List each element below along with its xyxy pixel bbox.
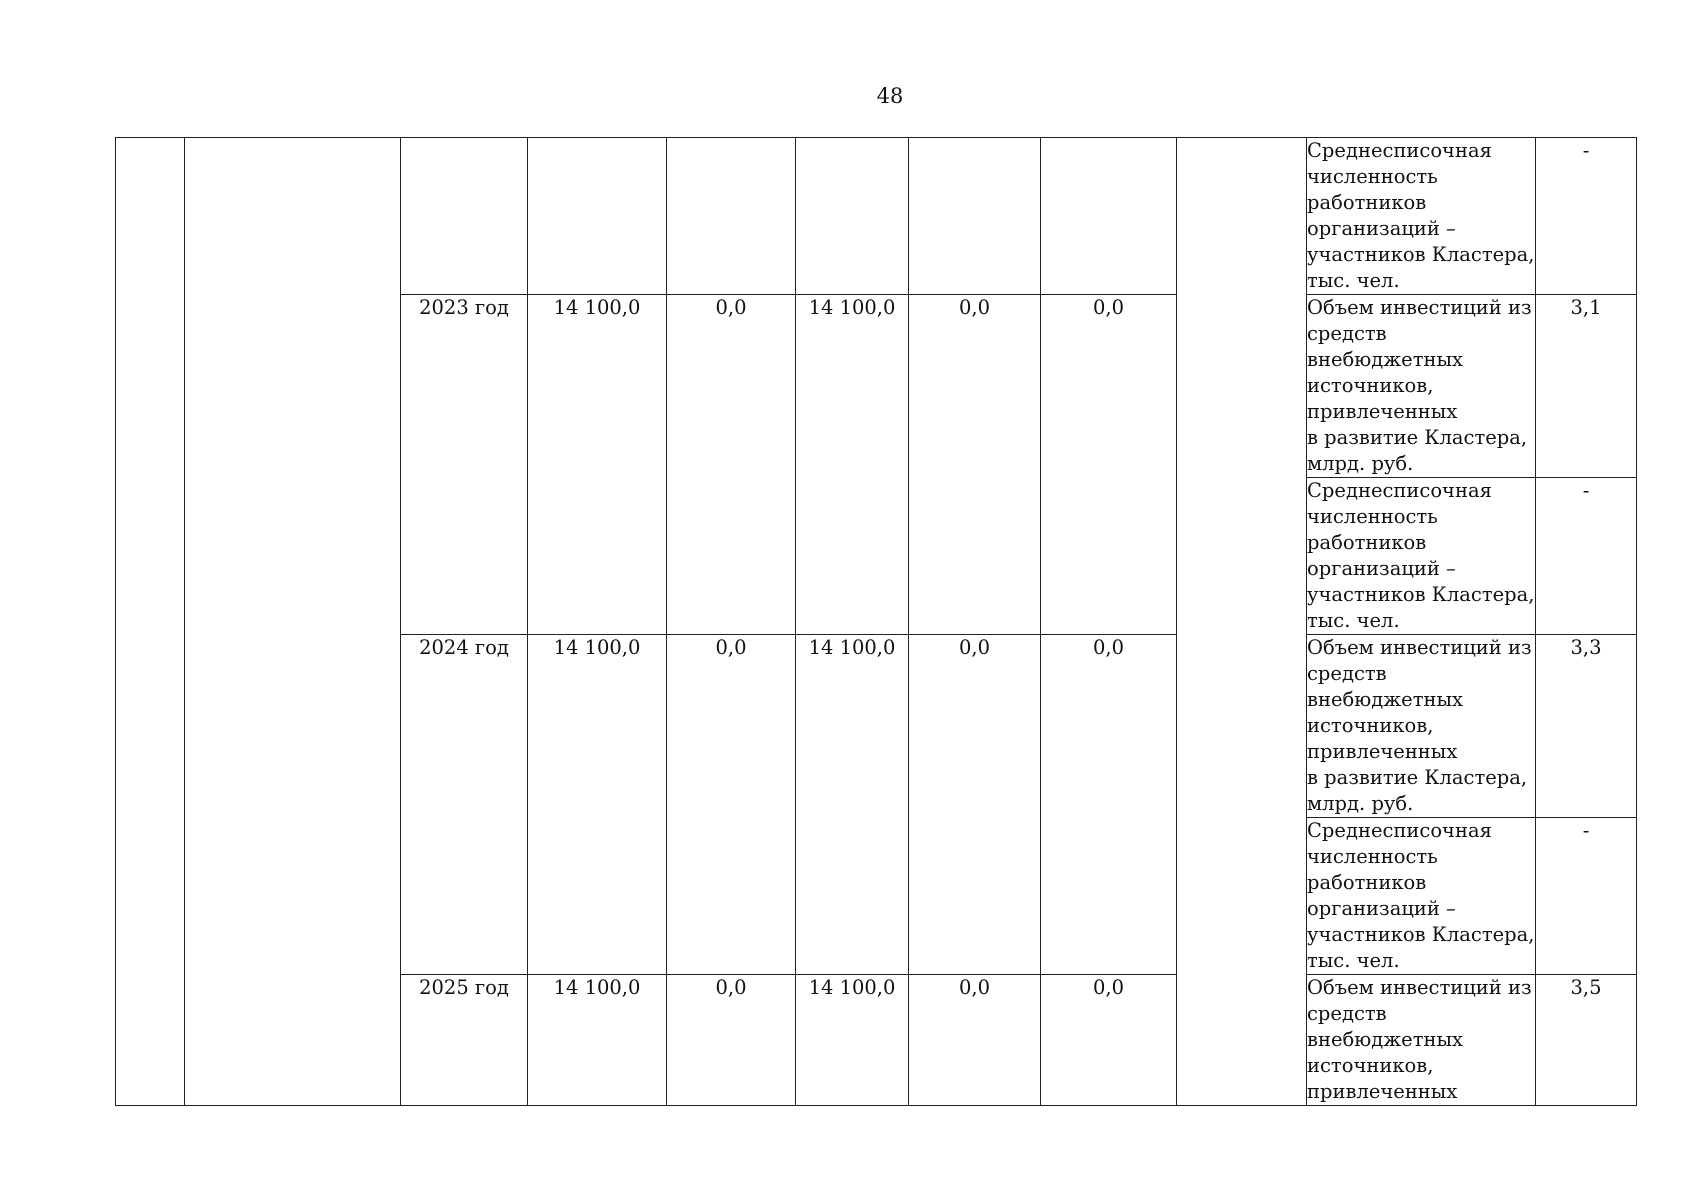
indicator-name-cell: Среднесписочная численность работников организаций – участников Кластера, тыс. чел. <box>1307 138 1536 295</box>
table-row <box>116 138 1637 295</box>
year-cell: 2024 год <box>401 635 528 975</box>
indicator-value-cell: - <box>1536 138 1637 295</box>
indicator-value-cell: 3,5 <box>1536 975 1637 1106</box>
local-budget-cell: 0,0 <box>909 975 1041 1106</box>
regional-budget-cell: 14 100,0 <box>796 975 909 1106</box>
local-budget-cell: 0,0 <box>909 295 1041 635</box>
federal-budget-cell <box>667 138 796 295</box>
indicator-name-cell: Объем инвестиций из средств внебюджетных источников, привлеченных <box>1307 975 1536 1106</box>
page-number: 48 <box>876 84 904 108</box>
indicator-name-cell: Среднесписочная численность работников организаций – участников Кластера, тыс. чел. <box>1307 818 1536 975</box>
indicator-name-cell: Объем инвестиций из средств внебюджетных источников, привлеченных в развитие Кластера, млрд. руб. <box>1307 635 1536 818</box>
regional-budget-cell: 14 100,0 <box>796 295 909 635</box>
indicator-value-cell: - <box>1536 478 1637 635</box>
total-cell: 14 100,0 <box>528 295 667 635</box>
federal-budget-cell: 0,0 <box>667 975 796 1106</box>
year-cell <box>401 138 528 295</box>
executor-cell <box>1177 138 1307 1106</box>
other-sources-cell: 0,0 <box>1041 295 1177 635</box>
local-budget-cell <box>909 138 1041 295</box>
total-cell: 14 100,0 <box>528 975 667 1106</box>
regional-budget-cell <box>796 138 909 295</box>
other-sources-cell <box>1041 138 1177 295</box>
indicator-name-cell: Объем инвестиций из средств внебюджетных источников, привлеченных в развитие Кластера, млрд. руб. <box>1307 295 1536 478</box>
year-cell: 2023 год <box>401 295 528 635</box>
indicator-value-cell: 3,3 <box>1536 635 1637 818</box>
federal-budget-cell: 0,0 <box>667 635 796 975</box>
total-cell: 14 100,0 <box>528 635 667 975</box>
number-cell <box>116 138 185 1106</box>
indicator-name-cell: Среднесписочная численность работников организаций – участников Кластера, тыс. чел. <box>1307 478 1536 635</box>
federal-budget-cell: 0,0 <box>667 295 796 635</box>
activity-name-cell <box>185 138 401 1106</box>
other-sources-cell: 0,0 <box>1041 635 1177 975</box>
financing-table <box>115 137 1637 1106</box>
year-cell: 2025 год <box>401 975 528 1106</box>
regional-budget-cell: 14 100,0 <box>796 635 909 975</box>
indicator-value-cell: 3,1 <box>1536 295 1637 478</box>
other-sources-cell: 0,0 <box>1041 975 1177 1106</box>
total-cell <box>528 138 667 295</box>
indicator-value-cell: - <box>1536 818 1637 975</box>
local-budget-cell: 0,0 <box>909 635 1041 975</box>
